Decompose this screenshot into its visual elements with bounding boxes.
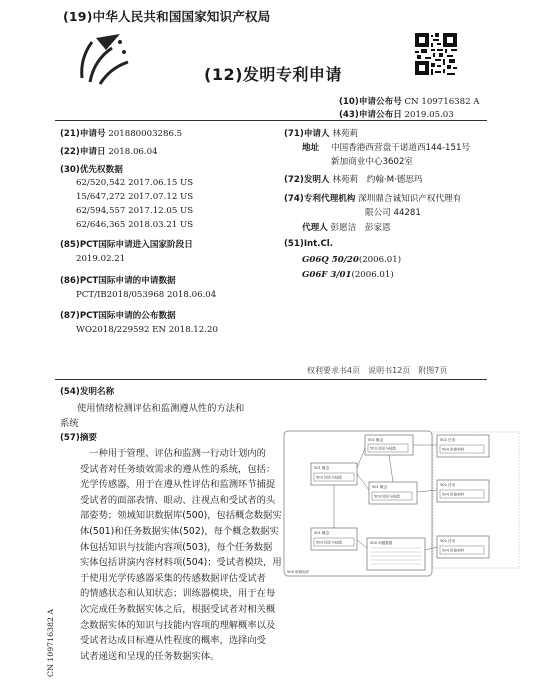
abstract-line: 体包括知识与技能内容项(503)，每个任务数据 <box>80 541 273 553</box>
address-label: 地址 <box>302 143 320 153</box>
patent-agency: (74)专利代理机构 深圳鼎合诚知识产权代理有 <box>284 194 462 204</box>
abstract-figure <box>283 430 523 578</box>
material-box-label: 504 讲演材料 <box>442 492 465 497</box>
pct-entry-label: (85)PCT国际申请进入国家阶段日 <box>60 240 193 250</box>
title-label: (54)发明名称 <box>60 387 115 397</box>
publication-date: (43)申请公布日 2019.05.03 <box>339 110 454 120</box>
application-number: (21)申请号 201880003286.5 <box>60 129 183 139</box>
abstract-line: 试者递送和呈现的任务数据实体。 <box>80 650 220 662</box>
pct-publication-data: WO2018/229592 EN 2018.12.20 <box>76 325 218 335</box>
abstract-line: 受试者的面部表情、眼动、注视点和受试者的头 <box>80 494 276 506</box>
agents: 代理人 彭愿洁 彭家恩 <box>302 223 391 233</box>
priority-item: 15/647,272 2017.07.12 US <box>76 192 194 202</box>
problem-data-title: 500 问题数据 <box>370 541 393 545</box>
abstract-line: 体(501)和任务数据实体(502)，每个概念数据实 <box>80 526 279 537</box>
qr-code-icon <box>415 33 457 75</box>
pct-entry-date: 2019.02.21 <box>76 254 126 264</box>
invention-title-cont: 系统 <box>60 418 79 429</box>
knowledge-box-label: 503 知识与技能 <box>316 540 342 545</box>
priority-item: 62/646,365 2018.03.21 US <box>76 220 194 230</box>
priority-item: 62/594,557 2017.12.05 US <box>76 206 194 216</box>
knowledge-box-label: 503 知识与技能 <box>370 446 396 451</box>
task-node-label: 502 任务 <box>440 438 456 442</box>
knowledge-box-label: 503 知识与技能 <box>316 475 342 480</box>
abstract-line: 于使用光学传感器采集的传感数据评估受试者 <box>80 572 266 584</box>
header-divider <box>55 120 487 121</box>
int-cl-item: G06F 3/01(2006.01) <box>302 270 394 280</box>
patent-agency-line: 限公司 44281 <box>365 208 421 218</box>
abstract-line: 实体包括讲演内容材料项(504)；受试者模块，用 <box>80 557 282 569</box>
concept-node-label: 501 概念 <box>314 466 330 470</box>
abstract-line: 一种用于管理、评估和监测一行动计划内的 <box>80 448 266 459</box>
material-box-label: 504 讲演材料 <box>442 548 465 553</box>
abstract-label: (57)摘要 <box>60 433 98 443</box>
pct-application-label: (86)PCT国际申请的申请数据 <box>60 276 176 286</box>
concept-node-label: 501 概念 <box>368 438 384 442</box>
office-name: (19)中华人民共和国国家知识产权局 <box>63 9 271 24</box>
application-date: (22)申请日 2018.06.04 <box>60 147 158 157</box>
int-cl-label: (51)Int.Cl. <box>284 239 334 249</box>
pct-publication-label: (87)PCT国际申请的公布数据 <box>60 311 176 321</box>
body-divider <box>55 379 487 380</box>
abstract-line: 部姿势；领域知识数据库(500)，包括概念数据实 <box>80 510 282 522</box>
concept-node-label: 501 概念 <box>314 531 330 535</box>
inventors: (72)发明人 林苑莉 约翰·M·德思玛 <box>284 175 423 185</box>
invention-title: 使用情绪检测评估和监测遵从性的方法和 <box>77 403 245 414</box>
material-box-label: 504 讲演材料 <box>442 447 465 452</box>
abstract-line: 念数据实体的知识与技能内容项的理解概率以及 <box>80 619 276 631</box>
knowledge-box-label: 503 知识与技能 <box>374 494 400 499</box>
page-count-note: 权利要求书4页 说明书12页 附图7页 <box>307 366 448 375</box>
document-type: (12)发明专利申请 <box>204 65 342 84</box>
address-line: 中国香港西营盘干诺道西144-151号 <box>331 143 471 153</box>
address-line: 新加商业中心3602室 <box>331 157 414 167</box>
abstract-line: 次完成任务数据实体之后，根据受试者对相关概 <box>80 604 276 615</box>
task-node-label: 502 任务 <box>440 483 456 487</box>
domain-knowledge-label: 500 领域知识 <box>287 570 310 574</box>
concept-node-label: 501 概念 <box>372 485 388 489</box>
cnipa-emblem-icon <box>76 28 132 88</box>
abstract-line: 光学传感器，用于在遵从性评估和监测环节捕捉 <box>80 479 276 491</box>
side-publication-number: CN 109716382 A <box>46 608 55 677</box>
publication-number: (10)申请公布号 CN 109716382 A <box>339 97 480 107</box>
pct-application-data: PCT/IB2018/053968 2018.06.04 <box>76 290 217 300</box>
abstract-line: 受试者对任务绩效需求的遵从性的系统，包括： <box>80 463 276 475</box>
abstract-line: 受试者达成目标遵从性程度的概率，选择向受 <box>80 635 266 647</box>
int-cl-item: G06Q 50/20(2006.01) <box>302 255 402 265</box>
priority-item: 62/520,542 2017.06.15 US <box>76 178 194 188</box>
applicant: (71)申请人 林苑莉 <box>284 129 359 139</box>
task-node-label: 502 任务 <box>440 539 456 543</box>
priority-label: (30)优先权数据 <box>60 165 123 175</box>
abstract-line: 的情感状态和认知状态；训练器模块，用于在每 <box>80 588 276 600</box>
